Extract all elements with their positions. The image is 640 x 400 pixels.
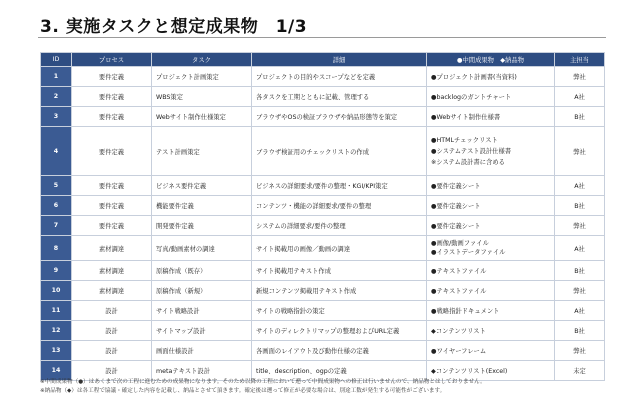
row-owner: 弊社 <box>555 216 605 236</box>
row-process: 素材調達 <box>72 281 152 301</box>
row-id: 1 <box>41 67 72 87</box>
row-detail: title、description、ogpの定義 <box>252 361 427 381</box>
row-id: 10 <box>41 281 72 301</box>
row-id: 14 <box>41 361 72 381</box>
row-process: 要件定義 <box>72 216 152 236</box>
row-detail: システムの詳細要求/要件の整理 <box>252 216 427 236</box>
row-id: 12 <box>41 321 72 341</box>
row-detail: サイト掲載用テキスト作成 <box>252 261 427 281</box>
row-process: 設計 <box>72 341 152 361</box>
row-process: 素材調達 <box>72 261 152 281</box>
row-detail: ブラウザやOSの検証ブラウザや納品形態等を策定 <box>252 107 427 127</box>
row-deliverable: ●要件定義シート <box>427 176 555 196</box>
row-owner: A社 <box>555 236 605 261</box>
header-detail: 詳細 <box>252 53 427 67</box>
row-task: 画面仕様設計 <box>152 341 252 361</box>
row-detail: コンテンツ・機能の詳細要求/要件の整理 <box>252 196 427 216</box>
row-process: 要件定義 <box>72 176 152 196</box>
row-deliverable: ●戦略指針ドキュメント <box>427 301 555 321</box>
header-deliverables: ●中間成果物 ◆納品物 <box>427 53 555 67</box>
row-deliverable: ●テキストファイル <box>427 261 555 281</box>
row-deliverable: ◆コンテンツリスト(Excel) <box>427 361 555 381</box>
row-task: 機能要件定義 <box>152 196 252 216</box>
row-owner: B社 <box>555 321 605 341</box>
row-deliverable: ●プロジェクト計画書(当資料) <box>427 67 555 87</box>
row-detail: サイト掲載用の画像／動画の調達 <box>252 236 427 261</box>
row-task: WBS策定 <box>152 87 252 107</box>
row-id: 2 <box>41 87 72 107</box>
row-task: 開発要件定義 <box>152 216 252 236</box>
row-process: 設計 <box>72 361 152 381</box>
deliverable-item: ●HTMLチェックリスト <box>431 136 498 144</box>
row-deliverable: ●ワイヤーフレーム <box>427 341 555 361</box>
table-row <box>41 321 605 341</box>
row-owner: 弊社 <box>555 127 605 176</box>
row-task: Webサイト制作仕様策定 <box>152 107 252 127</box>
row-detail: 各タスクを工期とともに記載、管理する <box>252 87 427 107</box>
title-divider <box>38 37 606 38</box>
deliverable-item: ●イラストデータファイル <box>431 249 506 256</box>
row-owner: 弊社 <box>555 67 605 87</box>
row-process: 要件定義 <box>72 127 152 176</box>
row-task: metaテキスト設計 <box>152 361 252 381</box>
row-id: 6 <box>41 196 72 216</box>
row-task: 原稿作成（既存） <box>152 261 252 281</box>
page-title: 3. 実施タスクと想定成果物 1/3 <box>40 17 308 37</box>
row-deliverable: ●Webサイト制作仕様書 <box>427 107 555 127</box>
table-row <box>41 261 605 281</box>
row-detail: サイトのディレクトリマップの整理およびURL定義 <box>252 321 427 341</box>
header-task: タスク <box>152 53 252 67</box>
row-process: 素材調達 <box>72 236 152 261</box>
row-process: 要件定義 <box>72 196 152 216</box>
row-owner: B社 <box>555 196 605 216</box>
row-task: サイト戦略設計 <box>152 301 252 321</box>
table-row <box>41 216 605 236</box>
header-id: ID <box>41 53 72 67</box>
table-row <box>41 107 605 127</box>
table-row <box>41 127 605 176</box>
row-task: プロジェクト計画策定 <box>152 67 252 87</box>
row-id: 7 <box>41 216 72 236</box>
row-detail: ビジネスの詳細要求/要件の整理・KGI/KPI策定 <box>252 176 427 196</box>
row-deliverable: ●要件定義シート <box>427 196 555 216</box>
row-deliverables <box>427 236 555 261</box>
row-process: 設計 <box>72 301 152 321</box>
table-header-row <box>41 53 605 67</box>
row-task: 原稿作成（新規） <box>152 281 252 301</box>
row-task: テスト計画策定 <box>152 127 252 176</box>
row-owner: 未定 <box>555 361 605 381</box>
row-deliverable: ●テキストファイル <box>427 281 555 301</box>
table-row <box>41 196 605 216</box>
row-id: 5 <box>41 176 72 196</box>
row-deliverable: ●backlogのガントチャート <box>427 87 555 107</box>
task-table <box>40 52 605 381</box>
row-process: 要件定義 <box>72 107 152 127</box>
row-process: 要件定義 <box>72 87 152 107</box>
table-row <box>41 176 605 196</box>
row-task: 写真/動画素材の調達 <box>152 236 252 261</box>
row-owner: B社 <box>555 107 605 127</box>
row-id: 4 <box>41 127 72 176</box>
header-owner: 主担当 <box>555 53 605 67</box>
row-id: 11 <box>41 301 72 321</box>
deliverable-item: ●画像/動画ファイル <box>431 240 489 247</box>
header-process: プロセス <box>72 53 152 67</box>
row-deliverable: ●要件定義シート <box>427 216 555 236</box>
row-owner: 弊社 <box>555 281 605 301</box>
row-detail: 新規コンテンツ掲載用テキスト作成 <box>252 281 427 301</box>
row-detail: ブラウザ検証用のチェックリストの作成 <box>252 127 427 176</box>
table-row <box>41 341 605 361</box>
table-row <box>41 236 605 261</box>
row-detail: 各画面のレイアウト及び動作仕様の定義 <box>252 341 427 361</box>
row-process: 要件定義 <box>72 67 152 87</box>
table-row <box>41 281 605 301</box>
row-id: 13 <box>41 341 72 361</box>
row-owner: 弊社 <box>555 341 605 361</box>
row-id: 9 <box>41 261 72 281</box>
row-owner: B社 <box>555 261 605 281</box>
row-owner: A社 <box>555 87 605 107</box>
row-detail: サイトの戦略指針の策定 <box>252 301 427 321</box>
table-row <box>41 87 605 107</box>
table-row <box>41 67 605 87</box>
row-task: サイトマップ設計 <box>152 321 252 341</box>
row-task: ビジネス要件定義 <box>152 176 252 196</box>
row-owner: A社 <box>555 301 605 321</box>
row-process: 設計 <box>72 321 152 341</box>
row-id: 3 <box>41 107 72 127</box>
footnote-deliverable: ※納品物（◆）は各工程で協議・確定した内容を記載し、納品とさせて頂きます。確定後は遡って修正が必要な場合は、別途工数が発生する可能性がございます。 <box>40 388 446 394</box>
row-id: 8 <box>41 236 72 261</box>
row-deliverable: ◆コンテンツリスト <box>427 321 555 341</box>
deliverable-note: ※システム設計書に含める <box>431 158 505 166</box>
deliverable-item: ●システムテスト設計仕様書 <box>431 147 512 155</box>
row-detail: プロジェクトの目的やスコープなどを定義 <box>252 67 427 87</box>
row-deliverables <box>427 127 555 176</box>
footnote-interim: ※中間成果物（●）はあくまで次の工程に進むための成果物になります。そのため以降の工程において遡って中間成果物への修正は行いませんので、納品物とはしておりません。 <box>40 379 486 385</box>
row-owner: A社 <box>555 176 605 196</box>
table-row <box>41 301 605 321</box>
